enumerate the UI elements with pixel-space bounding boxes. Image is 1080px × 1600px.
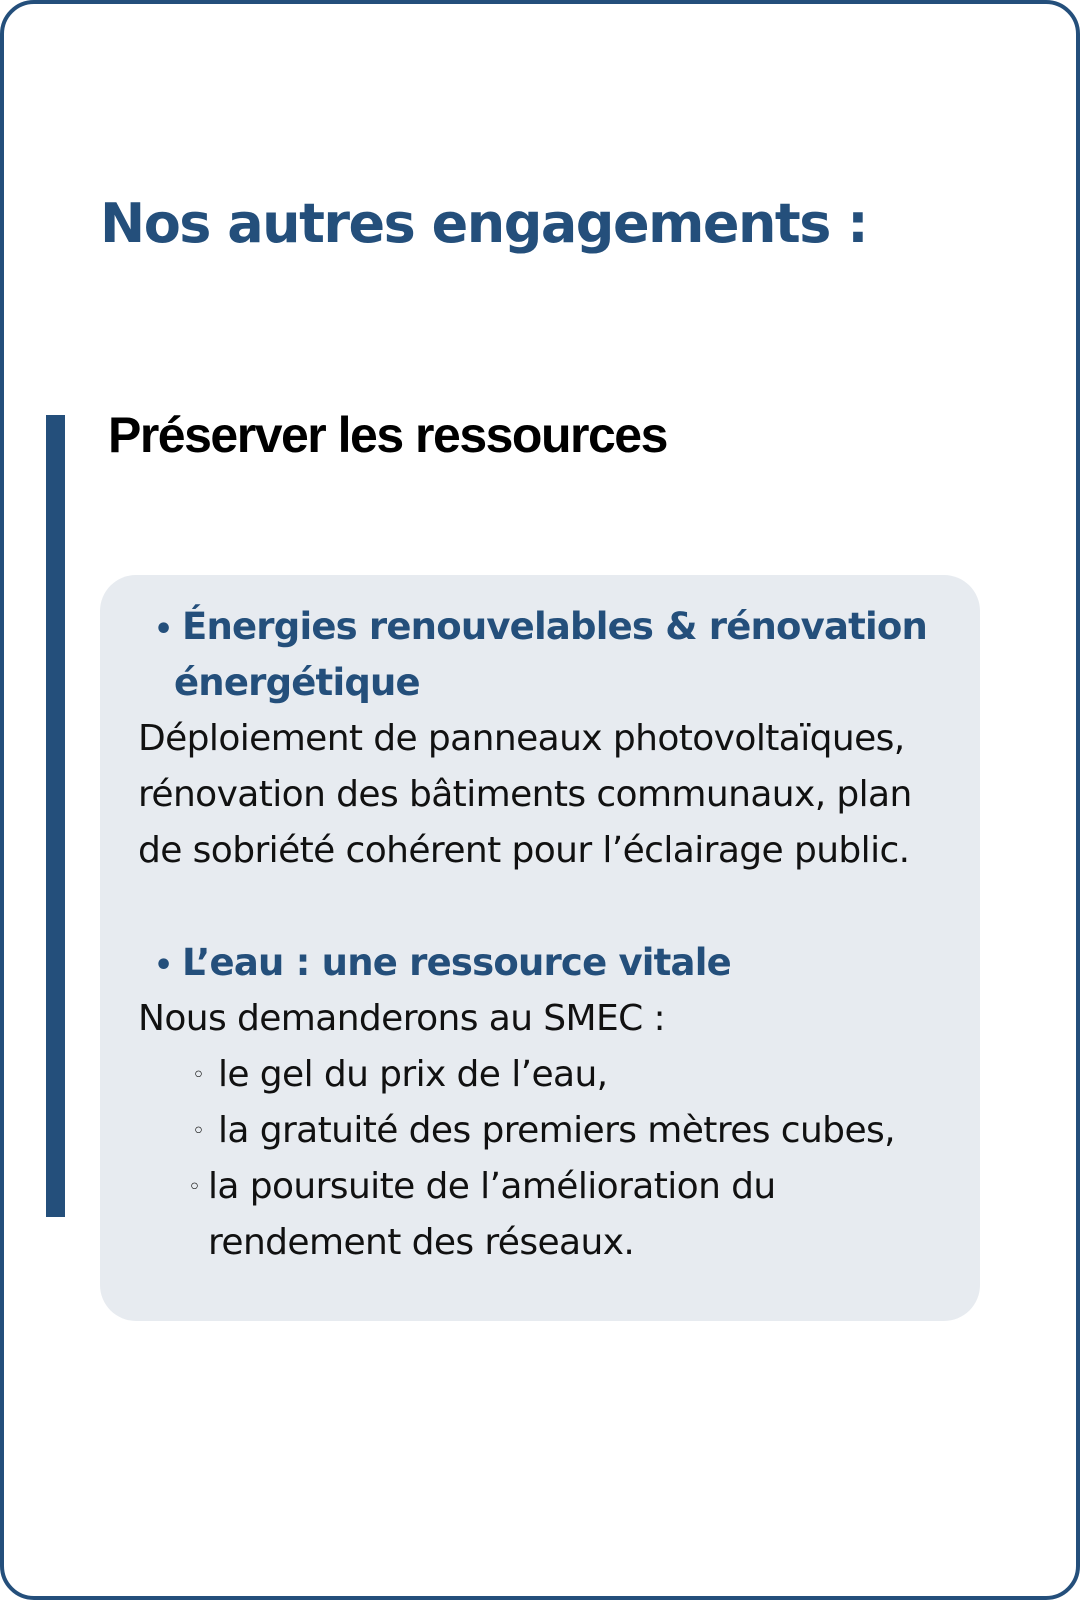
item-heading-water: L’eau : une ressource vitale <box>182 941 731 984</box>
item-body-line: Déploiement de panneaux photovoltaïques, <box>138 718 905 759</box>
sub-bullet-marker: ◦ <box>192 1063 205 1088</box>
sub-list-item: le gel du prix de l’eau, <box>218 1054 608 1095</box>
item-body-line: de sobriété cohérent pour l’éclairage public. <box>138 830 910 871</box>
item-heading-energy-continued: énergétique <box>174 661 420 704</box>
item-heading-energy: Énergies renouvelables & rénovation <box>182 605 928 648</box>
sub-list-item-continued: rendement des réseaux. <box>208 1222 635 1263</box>
sub-list-item: la poursuite de l’amélioration du <box>208 1166 776 1207</box>
item-body-line: rénovation des bâtiments communaux, plan <box>138 774 912 815</box>
sub-bullet-marker: ◦ <box>192 1119 205 1144</box>
sub-list-item: la gratuité des premiers mètres cubes, <box>218 1110 895 1151</box>
section-accent-bar <box>46 415 65 1217</box>
sub-bullet-marker: ◦ <box>188 1175 201 1200</box>
section-title: Préserver les ressources <box>108 407 667 463</box>
bullet-marker: • <box>154 948 174 983</box>
bullet-marker: • <box>154 612 174 647</box>
item-intro: Nous demanderons au SMEC : <box>138 998 666 1039</box>
page-title: Nos autres engagements : <box>100 192 868 255</box>
content-card <box>100 575 980 1321</box>
